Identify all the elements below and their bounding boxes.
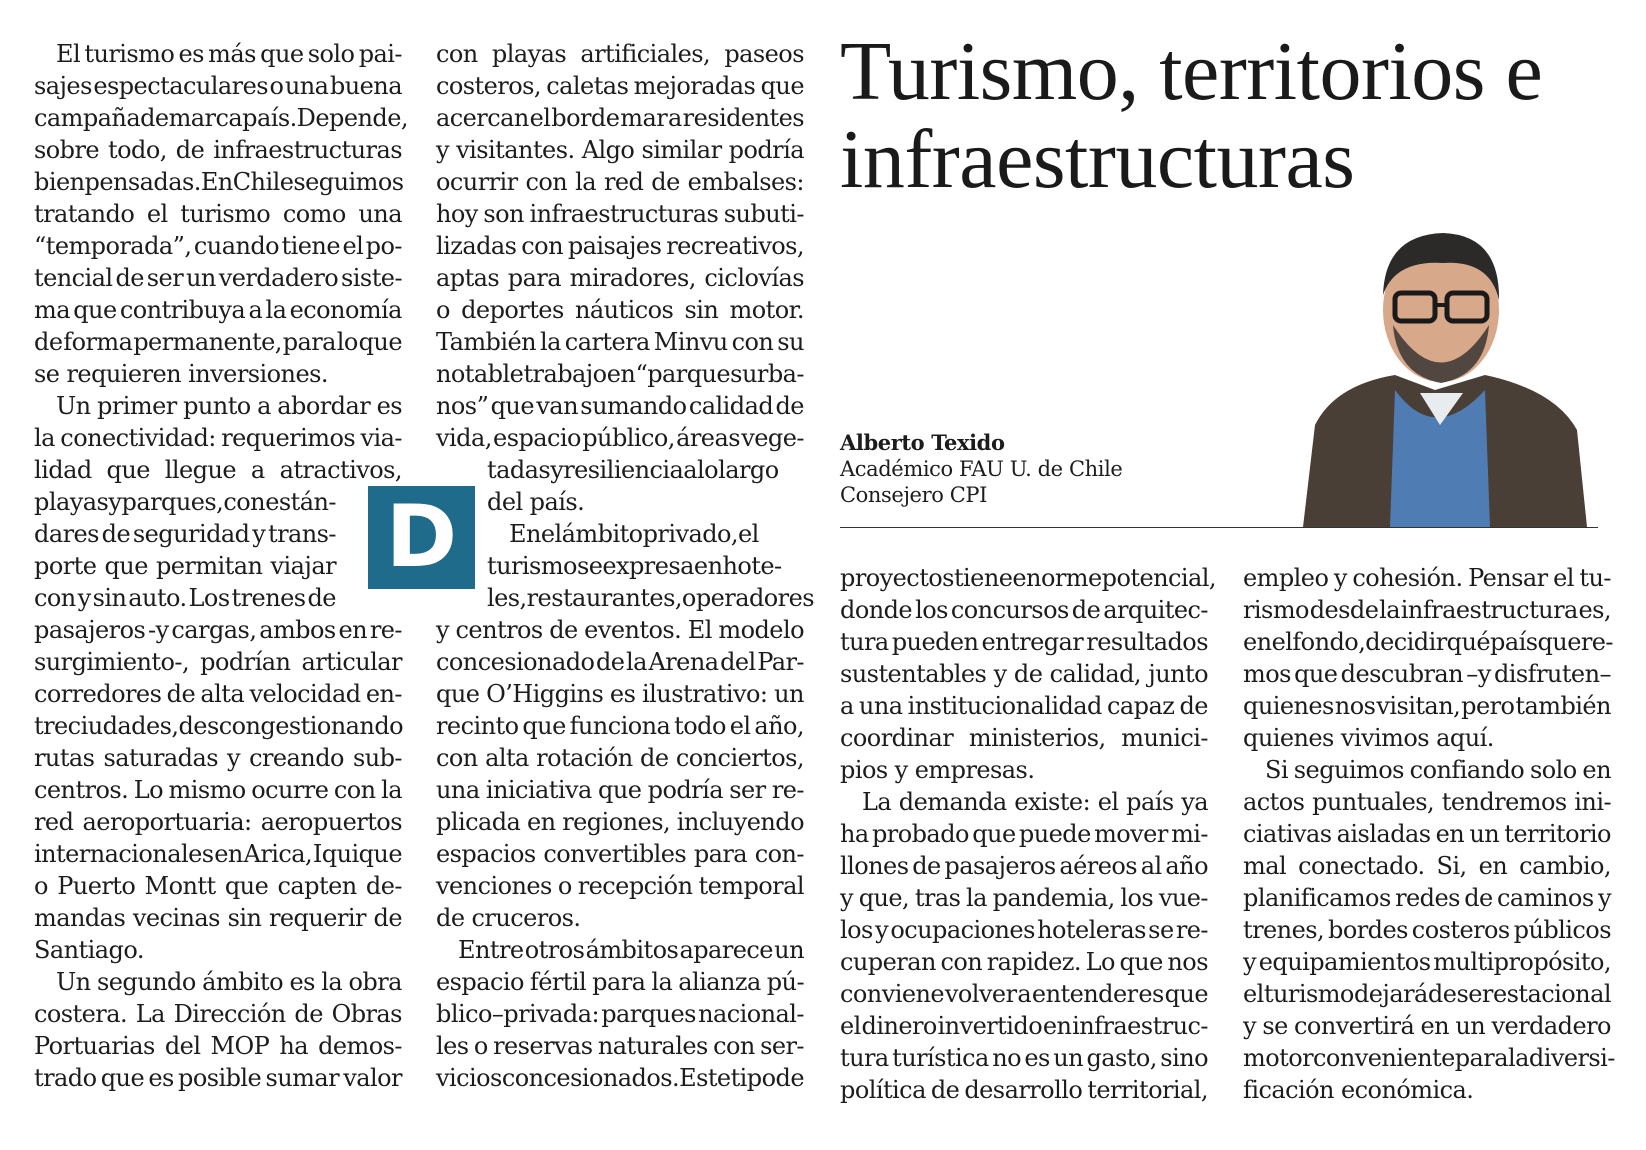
- text-line: con playas artificiales, paseos: [436, 40, 804, 68]
- text-line: La demanda existe: el país ya: [862, 788, 1208, 816]
- text-line: campaña de marca país. Depende,: [34, 104, 408, 132]
- text-line: surgimiento-, podrían articular: [34, 648, 402, 676]
- text-line: ocurrir con la red de embalses:: [436, 168, 804, 196]
- text-line: planificamos redes de caminos y: [1243, 884, 1611, 912]
- text-line: Si seguimos confiando solo en: [1265, 756, 1611, 784]
- text-line: tadas y resiliencia a lo largo: [487, 456, 779, 484]
- text-line: turismo se expresa en hote-: [487, 552, 782, 580]
- text-line: Entre otros ámbitos aparece un: [458, 936, 804, 964]
- text-line: Un primer punto a abordar es: [56, 392, 402, 420]
- text-line: rismo desde la infraestructura es,: [1243, 596, 1611, 624]
- text-line: acercan el borde mar a residentes: [436, 104, 804, 132]
- text-line: dares de seguridad y trans-: [34, 520, 336, 548]
- author-name: Alberto Texido: [840, 430, 1005, 455]
- text-line: ficación económica.: [1243, 1076, 1474, 1104]
- article-column-1: [34, 38, 408, 1118]
- text-line: o Puerto Montt que capten de-: [34, 872, 402, 900]
- text-line: porte que permitan viajar: [34, 552, 336, 580]
- text-line: trado que es posible sumar valor: [34, 1064, 402, 1092]
- headline-line: infraestructuras: [840, 113, 1355, 206]
- text-line: mos que descubran –y disfruten–: [1243, 660, 1611, 688]
- text-line: quienes vivimos aquí.: [1243, 724, 1494, 752]
- article-column-2: [436, 38, 815, 1118]
- text-line: mandas vecinas sin requerir de: [34, 904, 402, 932]
- text-line: playas y parques, con están-: [34, 488, 336, 516]
- text-line: espacio fértil para la alianza pú-: [436, 968, 804, 996]
- text-line: motor conveniente para la diversi-: [1243, 1044, 1615, 1072]
- text-line: Portuarias del MOP ha demos-: [34, 1032, 402, 1060]
- text-line: hoy son infraestructuras subuti-: [436, 200, 804, 228]
- text-line: trenes, bordes costeros públicos: [1243, 916, 1611, 944]
- text-line: sobre todo, de infraestructuras: [34, 136, 402, 164]
- text-line: conviene volver a entender es que: [840, 980, 1208, 1008]
- text-line: cuperan con rapidez. Lo que nos: [840, 948, 1208, 976]
- text-line: lidad que llegue a atractivos,: [34, 456, 402, 484]
- text-line: En el ámbito privado, el: [509, 520, 759, 548]
- text-line: nos” que van sumando calidad de: [436, 392, 804, 420]
- text-line: aptas para miradores, ciclovías: [436, 264, 804, 292]
- text-line: costeros, caletas mejoradas que: [436, 72, 804, 100]
- text-line: tre ciudades, descongestionando: [34, 712, 404, 740]
- text-line: “temporada”, cuando tiene el po-: [34, 232, 402, 260]
- text-line: con alta rotación de conciertos,: [436, 744, 804, 772]
- text-line: plicada en regiones, incluyendo: [436, 808, 804, 836]
- text-line: donde los concursos de arquitec-: [840, 596, 1208, 624]
- text-line: ma que contribuya a la economía: [34, 296, 402, 324]
- article-column-4: [1243, 562, 1615, 1122]
- text-line: mal conectado. Si, en cambio,: [1243, 852, 1611, 880]
- text-line: lizadas con paisajes recreativos,: [436, 232, 804, 260]
- text-line: También la cartera Minvu con su: [436, 328, 804, 356]
- text-line: internacionales en Arica, Iquique: [34, 840, 402, 868]
- text-line: llones de pasajeros aéreos al año: [840, 852, 1208, 880]
- text-line: actos puntuales, tendremos ini-: [1243, 788, 1611, 816]
- text-line: y visitantes. Algo similar podría: [436, 136, 804, 164]
- text-line: ha probado que puede mover mi-: [840, 820, 1208, 848]
- text-line: pasajeros -y cargas, ambos en re-: [34, 616, 402, 644]
- headline-line: Turismo, territorios e: [840, 25, 1543, 118]
- text-line: Santiago.: [34, 936, 144, 964]
- text-line: recinto que funciona todo el año,: [436, 712, 804, 740]
- text-line: costera. La Dirección de Obras: [34, 1000, 402, 1028]
- text-line: política de desarrollo territorial,: [840, 1076, 1208, 1104]
- text-line: sustentables y de calidad, junto: [840, 660, 1208, 688]
- text-line: tura pueden entregar resultados: [840, 628, 1208, 656]
- text-line: una iniciativa que podría ser re-: [436, 776, 804, 804]
- text-line: los y ocupaciones hoteleras se re-: [840, 916, 1208, 944]
- author-role: Académico FAU U. de Chile: [840, 457, 1123, 481]
- text-line: el dinero invertido en infraestruc-: [840, 1012, 1208, 1040]
- text-line: a una institucionalidad capaz de: [840, 692, 1208, 720]
- text-line: ciativas aisladas en un territorio: [1243, 820, 1611, 848]
- text-line: y centros de eventos. El modelo: [436, 616, 804, 644]
- article-column-3: [840, 562, 1216, 1122]
- text-line: tratando el turismo como una: [34, 200, 402, 228]
- text-line: de cruceros.: [436, 904, 581, 932]
- text-line: red aeroportuaria: aeropuertos: [34, 808, 402, 836]
- text-line: pios y empresas.: [840, 756, 1035, 784]
- text-line: que O’Higgins es ilustrativo: un: [436, 680, 804, 708]
- text-line: en el fondo, decidir qué país quere-: [1243, 628, 1613, 656]
- byline: [840, 430, 1122, 508]
- text-line: proyectos tiene enorme potencial,: [840, 564, 1216, 592]
- text-line: rutas saturadas y creando sub-: [34, 744, 402, 772]
- text-line: vida, espacio público, áreas vege-: [436, 424, 804, 452]
- text-line: tura turística no es un gasto, sino: [840, 1044, 1208, 1072]
- text-line: centros. Lo mismo ocurre con la: [34, 776, 402, 804]
- text-line: del país.: [487, 488, 585, 516]
- text-line: les, restaurantes, operadores: [487, 584, 815, 612]
- text-line: se requieren inversiones.: [34, 360, 328, 388]
- text-line: El turismo es más que solo pai-: [56, 40, 402, 68]
- text-line: o deportes náuticos sin motor.: [436, 296, 804, 324]
- text-line: el turismo dejará de ser estacional: [1243, 980, 1611, 1008]
- section-divider: [840, 527, 1598, 528]
- text-line: y se convertirá en un verdadero: [1243, 1012, 1611, 1040]
- text-line: vicios concesionados. Este tipo de: [436, 1064, 804, 1092]
- text-line: la conectividad: requerimos via-: [34, 424, 402, 452]
- text-line: empleo y cohesión. Pensar el tu-: [1243, 564, 1611, 592]
- text-line: les o reservas naturales con ser-: [436, 1032, 804, 1060]
- text-line: blico–privada: parques nacional-: [436, 1000, 804, 1028]
- text-line: y que, tras la pandemia, los vue-: [840, 884, 1208, 912]
- text-line: notable trabajo en “parques urba-: [436, 360, 804, 388]
- text-line: coordinar ministerios, munici-: [840, 724, 1208, 752]
- text-line: corredores de alta velocidad en-: [34, 680, 402, 708]
- text-line: tencial de ser un verdadero siste-: [34, 264, 402, 292]
- text-line: quienes nos visitan, pero también: [1243, 692, 1611, 720]
- text-line: con y sin auto. Los trenes de: [34, 584, 336, 612]
- text-line: Un segundo ámbito es la obra: [56, 968, 402, 996]
- text-line: venciones o recepción temporal: [436, 872, 804, 900]
- text-line: y equipamientos multipropósito,: [1243, 948, 1611, 976]
- text-line: de forma permanente, para lo que: [34, 328, 402, 356]
- headline: [840, 25, 1620, 206]
- author-portrait: [1285, 215, 1597, 527]
- text-line: concesionado de la Arena del Par-: [436, 648, 804, 676]
- author-role: Consejero CPI: [840, 483, 988, 507]
- text-line: espacios convertibles para con-: [436, 840, 804, 868]
- drop-cap: D: [368, 486, 475, 589]
- text-line: sajes espectaculares o una buena: [34, 72, 402, 100]
- text-line: bien pensadas. En Chile seguimos: [34, 168, 404, 196]
